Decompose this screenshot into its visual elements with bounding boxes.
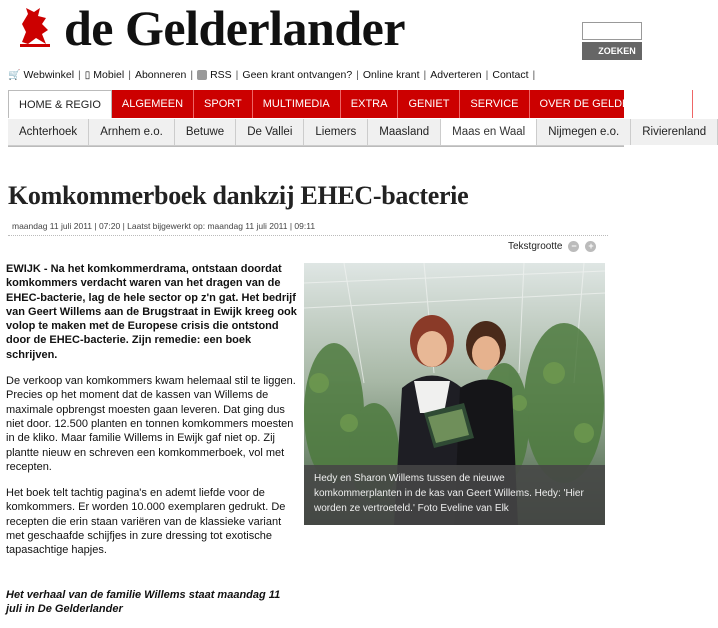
nav-multimedia[interactable]: MULTIMEDIA [253,90,341,118]
article-paragraph: Het boek telt tachtig pagina's en ademt liefde voor de komkommers. Er worden 10.000 exemplaren gedrukt. De recepten die erin staan variëren van de klassieke variant met geschaafde schijfjes in zure dressing tot exotische tapasachtige hapjes. [6,487,286,557]
cart-icon: 🛒 [8,69,21,81]
region-tab-maasland[interactable]: Maasland [368,119,441,145]
site-header [0,0,636,62]
separator: | [356,69,359,81]
separator: | [78,69,81,81]
region-tab-betuwe[interactable]: Betuwe [175,119,236,145]
article-lead: EWIJK - Na het komkommerdrama, ontstaan doordat komkommers verdacht waren van het dragen van de EHEC-bacterie, lag de hele sector op z'n gat. Het bedrijf van Geert Willems aan de Brugstraat in Ewijk kreeg ook volop te maken met de Europese crisis die ontstond door de EHEC-bacterie. Zijn remedie: een boek schrijven. [6,263,297,361]
text-smaller-icon[interactable]: − [568,241,579,252]
region-tab-rivierenland[interactable]: Rivierenland [631,119,718,145]
region-tab-nijmegen[interactable]: Nijmegen e.o. [537,119,631,145]
nav-over-de-gelderlander[interactable]: OVER DE GELDERLANDER [530,90,693,118]
link-mobiel[interactable]: Mobiel [93,69,125,81]
article-paragraph: De verkoop van komkommers kwam helemaal stil te liggen. Precies op het moment dat de kassen van Willems de maximale opbrengst moesten gaan leveren. Dat ging dus niet door. 12.500 planten en tonnen komkommers moesten in de kliko. Maar familie Willems in Ewijk gaf niet op. Zij plantte nieuw en schreven een komkommerboek, vol met recepten. [6,375,296,473]
text-size-label: Tekstgrootte [508,241,563,252]
separator: | [532,69,536,81]
nav-algemeen[interactable]: ALGEMEEN [112,90,194,118]
nav-geniet[interactable]: GENIET [398,90,460,118]
link-adverteren[interactable]: Adverteren [430,69,482,81]
region-tab-maas-en-waal[interactable]: Maas en Waal [441,119,537,145]
region-nav [8,119,707,146]
utility-links [8,68,539,82]
nav-home-regio[interactable]: HOME & REGIO [8,90,112,118]
separator: | [235,69,239,81]
article-dateline: maandag 11 juli 2011 | 07:20 | Laatst bijgewerkt op: maandag 11 juli 2011 | 09:11 [12,221,316,231]
mobile-icon: ▯ [84,69,91,81]
search-input[interactable] [582,22,642,40]
separator: | [128,69,131,81]
site-logo-text[interactable]: de Gelderlander [64,0,406,56]
separator: | [190,69,194,81]
article-body [6,262,298,628]
link-contact[interactable]: Contact [492,69,529,81]
region-tab-arnhem[interactable]: Arnhem e.o. [89,119,175,145]
separator: | [423,69,427,81]
main-nav [8,90,682,118]
nav-extra[interactable]: EXTRA [341,90,399,118]
text-larger-icon[interactable]: + [585,241,596,252]
link-rss[interactable]: RSS [210,69,232,81]
region-tab-liemers[interactable]: Liemers [304,119,368,145]
nav-sport[interactable]: SPORT [194,90,253,118]
article-title: Komkommerboek dankzij EHEC-bacterie [8,181,469,210]
article-note: Het verhaal van de familie Willems staat maandag 11 juli in De Gelderlander [6,588,281,615]
divider [8,146,624,147]
nav-service[interactable]: SERVICE [460,90,529,118]
link-abonneren[interactable]: Abonneren [134,69,187,81]
search-button[interactable]: ZOEKEN [582,42,642,60]
gelderland-lion-logo-icon[interactable] [14,4,56,48]
separator: | [485,69,489,81]
divider [8,235,608,236]
link-online-krant[interactable]: Online krant [362,69,420,81]
rss-icon [197,70,207,80]
text-size-control [508,241,596,252]
photo-caption: Hedy en Sharon Willems tussen de nieuwe komkommerplanten in de kas van Geert Willems. Hedy: 'Hier worden ze vertroeteld.' Foto Eveline van Elk [304,465,605,525]
link-webwinkel[interactable]: Webwinkel [23,69,75,81]
link-geen-krant[interactable]: Geen krant ontvangen? [242,69,353,81]
region-tab-achterhoek[interactable]: Achterhoek [8,119,89,145]
article-photo[interactable] [304,263,605,525]
region-tab-de-vallei[interactable]: De Vallei [236,119,304,145]
